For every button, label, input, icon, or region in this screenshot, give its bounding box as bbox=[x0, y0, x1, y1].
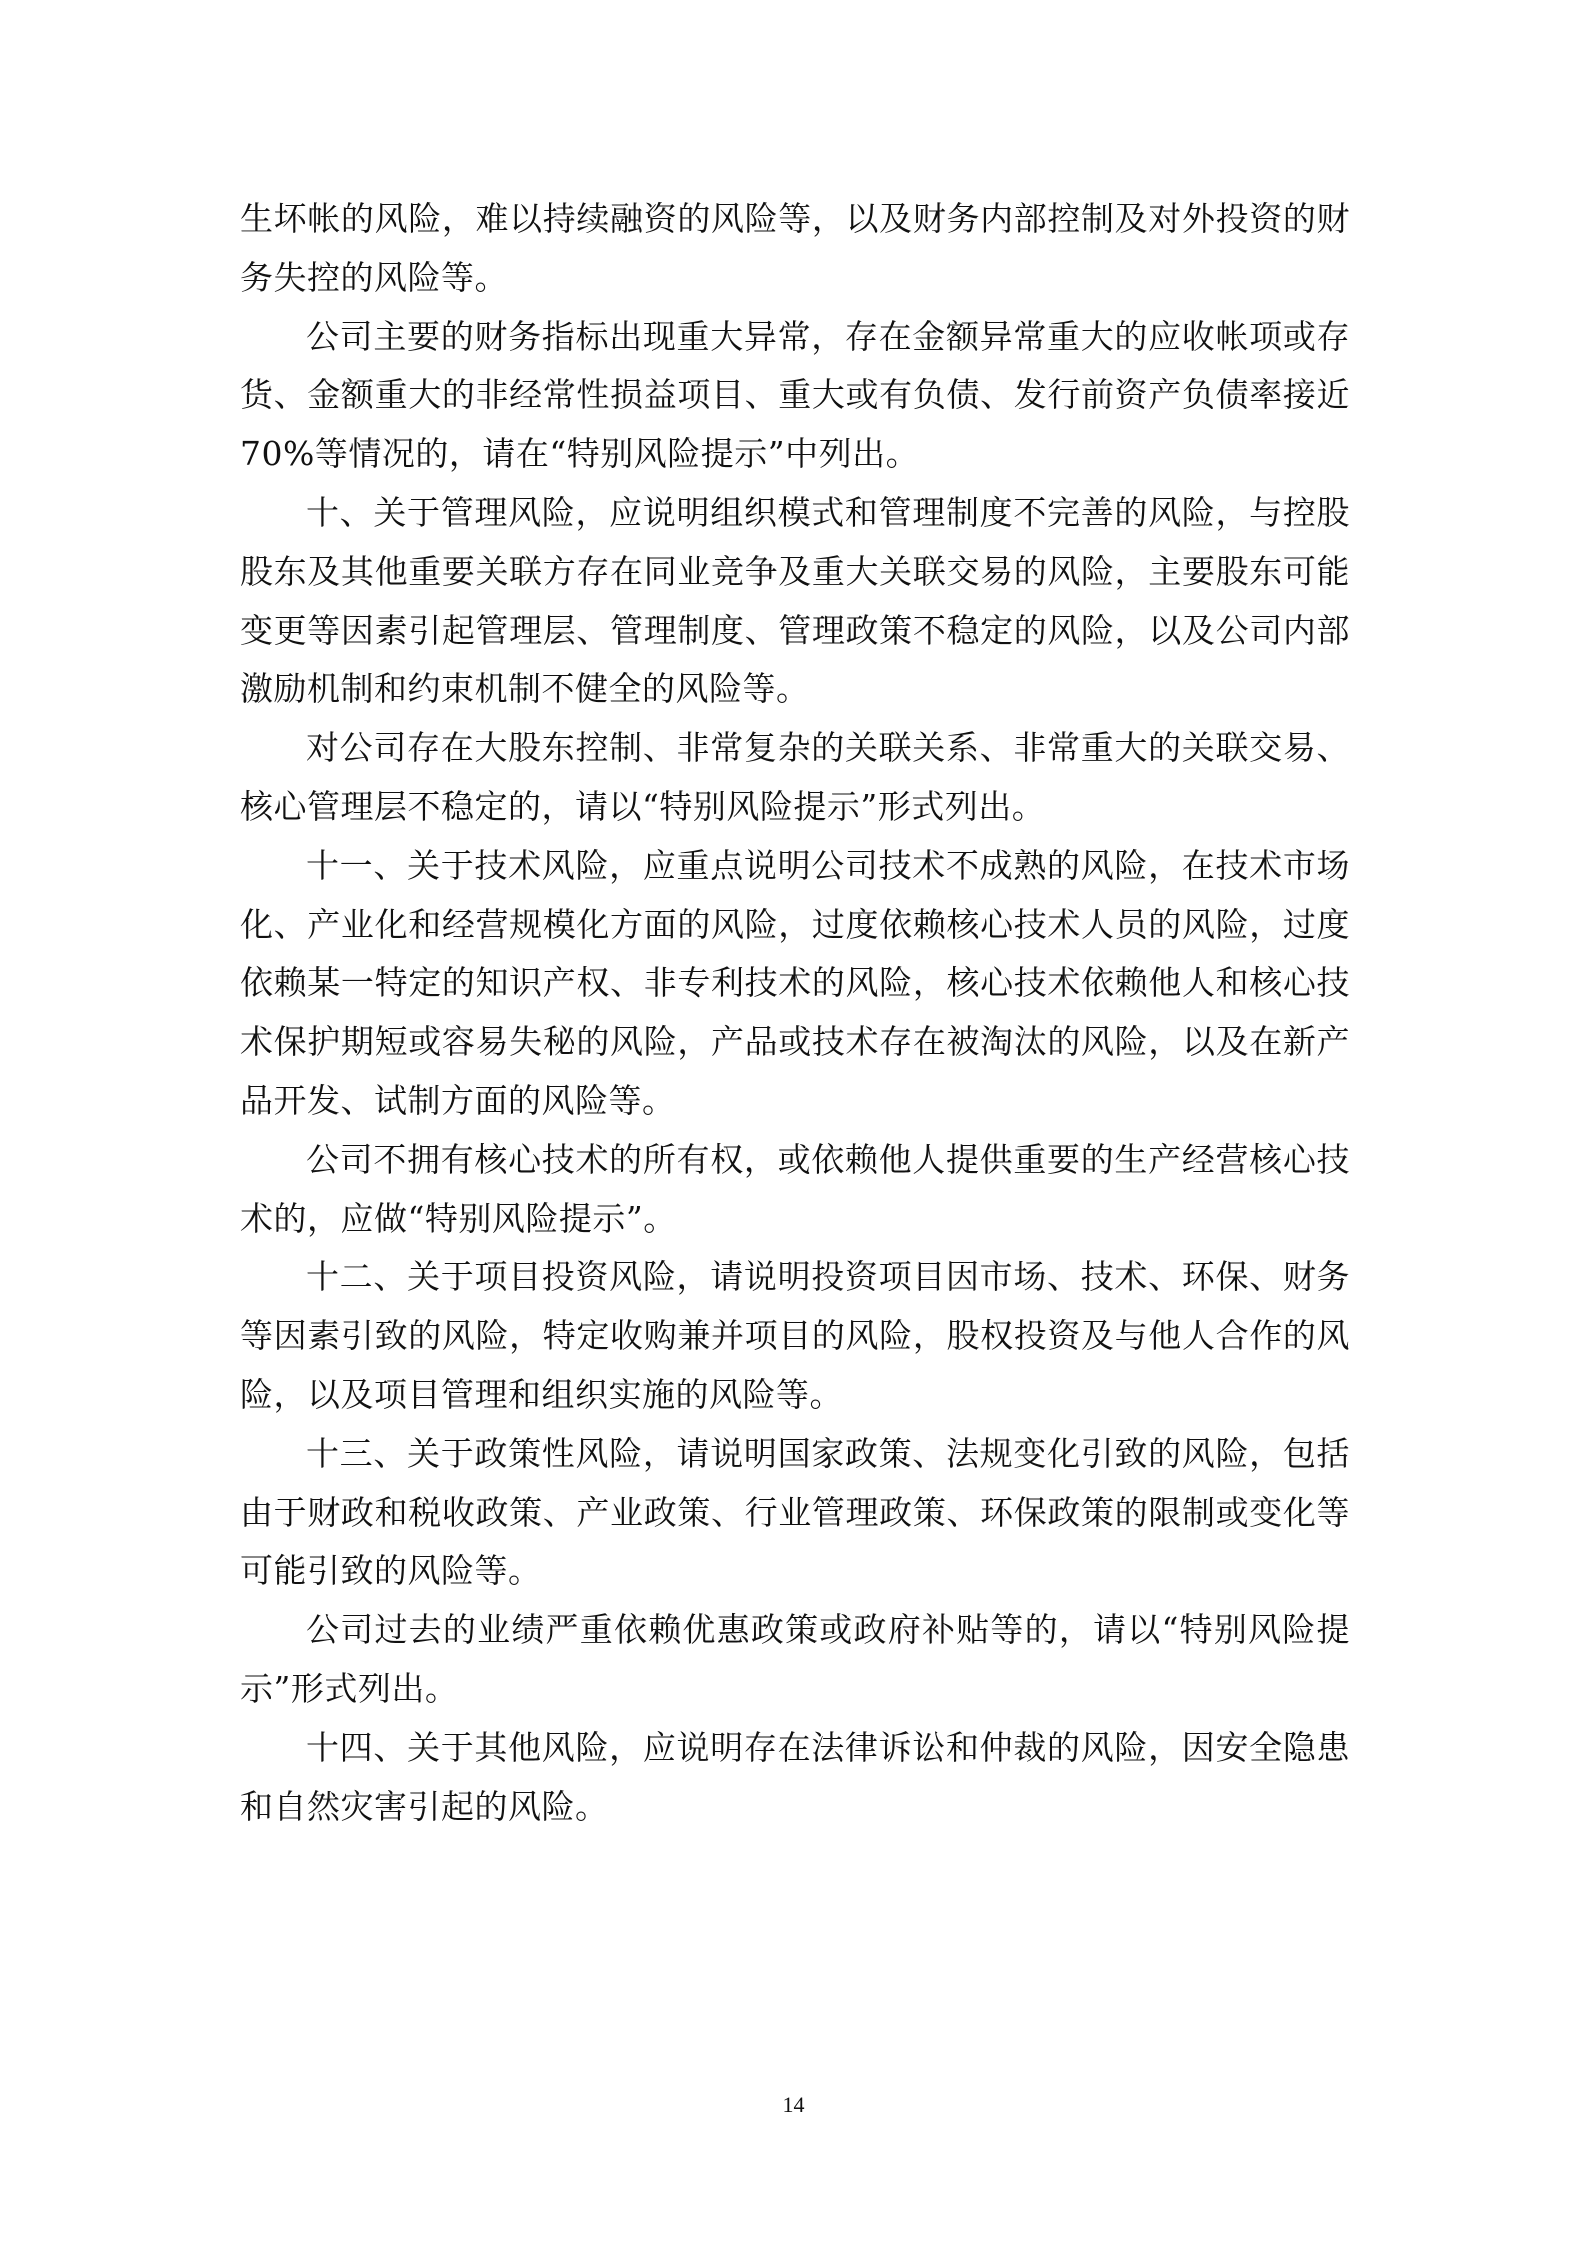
paragraph-7: 十二、关于项目投资风险，请说明投资项目因市场、技术、环保、财务等因素引致的风险，特定收购兼并项目的风险，股权投资及与他人合作的风险，以及项目管理和组织实施的风险等。 bbox=[240, 1257, 1350, 1414]
paragraph-8: 十三、关于政策性风险，请说明国家政策、法规变化引致的风险，包括由于财政和税收政策、产业政策、行业管理政策、环保政策的限制或变化等可能引致的风险等。 bbox=[240, 1433, 1350, 1591]
paragraph-6: 公司不拥有核心技术的所有权，或依赖他人提供重要的生产经营核心技术的，应做“特别风险提示”。 bbox=[240, 1139, 1350, 1238]
paragraph-1: 生坏帐的风险，难以持续融资的风险等，以及财务内部控制及对外投资的财务失控的风险等。 bbox=[240, 199, 1350, 297]
page-number: 14 bbox=[782, 2092, 805, 2117]
paragraph-9: 公司过去的业绩严重依赖优惠政策或政府补贴等的，请以“特别风险提示”形式列出。 bbox=[240, 1610, 1350, 1708]
paragraph-10: 十四、关于其他风险，应说明存在法律诉讼和仲裁的风险，因安全隐患和自然灾害引起的风险。 bbox=[240, 1727, 1350, 1826]
paragraph-2: 公司主要的财务指标出现重大异常，存在金额异常重大的应收帐项或存货、金额重大的非经常性损益项目、重大或有负债、发行前资产负债率接近70%等情况的，请在“特别风险提示”中列出。 bbox=[240, 316, 1350, 474]
paragraph-3: 十、关于管理风险，应说明组织模式和管理制度不完善的风险，与控股股东及其他重要关联方存在同业竞争及重大关联交易的风险，主要股东可能变更等因素引起管理层、管理制度、管理政策不稳定的风险，以及公司内部激励机制和约束机制不健全的风险等。 bbox=[240, 492, 1350, 709]
paragraph-5: 十一、关于技术风险，应重点说明公司技术不成熟的风险，在技术市场化、产业化和经营规模化方面的风险，过度依赖核心技术人员的风险，过度依赖某一特定的知识产权、非专利技术的风险，核心技术依赖他人和核心技术保护期短或容易失秘的风险，产品或技术存在被淘汰的风险，以及在新产品开发、试制方面的风险等。 bbox=[240, 845, 1350, 1120]
document-body bbox=[240, 190, 1350, 1836]
paragraph-4: 对公司存在大股东控制、非常复杂的关联关系、非常重大的关联交易、核心管理层不稳定的，请以“特别风险提示”形式列出。 bbox=[240, 728, 1350, 826]
